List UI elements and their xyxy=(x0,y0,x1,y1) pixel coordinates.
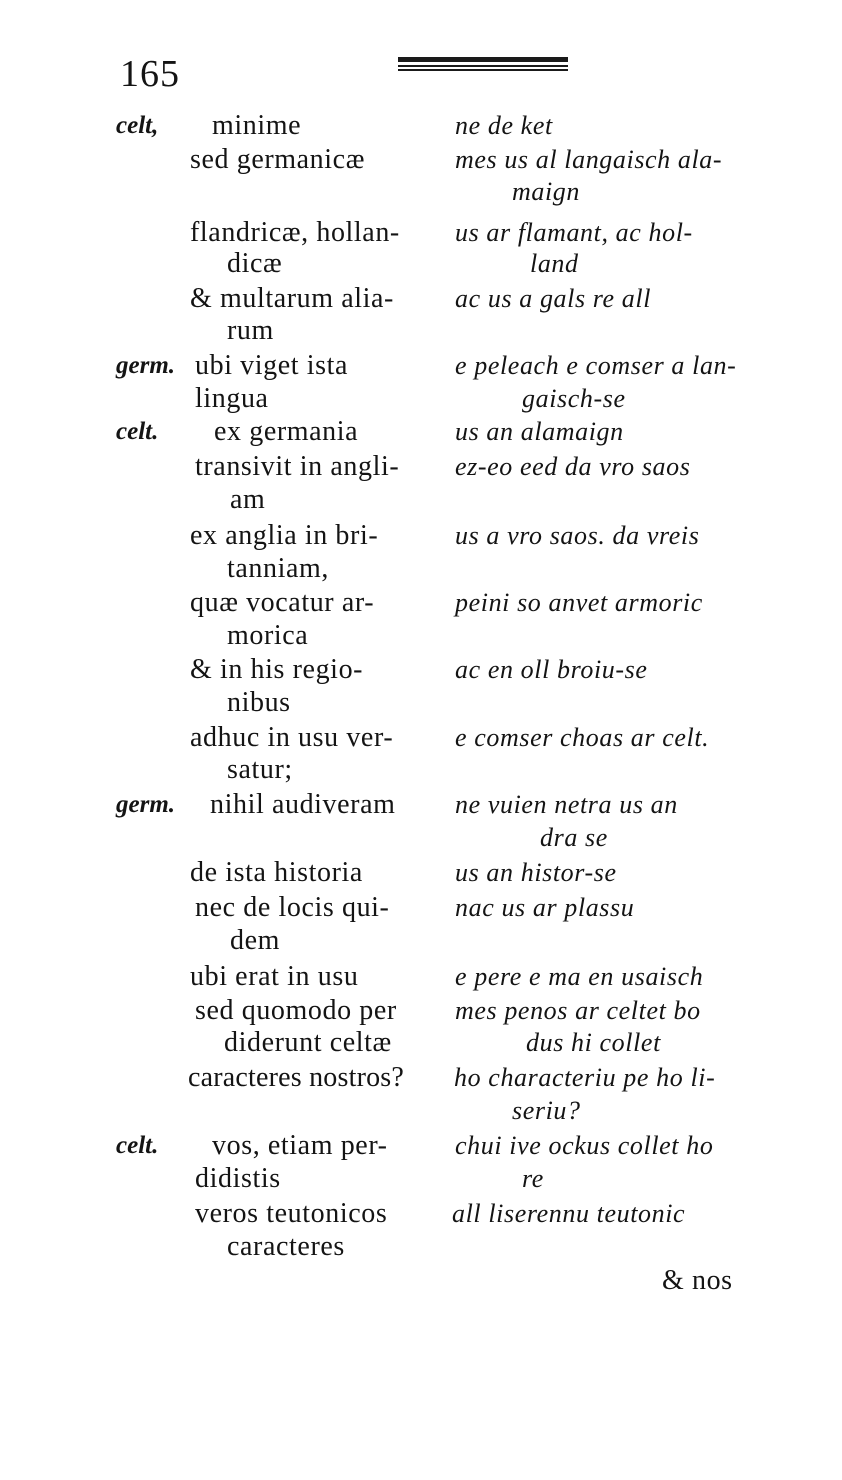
speaker-label: germ. xyxy=(116,352,176,379)
speaker-label: celt. xyxy=(116,1132,159,1159)
breton-text: us ar flamant, ac hol- xyxy=(455,218,693,247)
breton-text: nac us ar plassu xyxy=(455,893,635,922)
latin-text: ex anglia in bri- xyxy=(190,520,379,551)
latin-text: caracteres nostros? xyxy=(188,1062,405,1093)
breton-text: dus hi collet xyxy=(526,1028,661,1057)
latin-text: am xyxy=(230,484,266,515)
header-rule xyxy=(398,65,568,67)
latin-text: dicæ xyxy=(227,248,283,279)
latin-text: minime xyxy=(212,110,302,141)
latin-text: diderunt celtæ xyxy=(224,1027,392,1058)
latin-text: & in his regio- xyxy=(190,654,364,685)
latin-text: didistis xyxy=(195,1163,281,1194)
latin-text: sed germanicæ xyxy=(190,144,365,175)
header-rule xyxy=(398,69,568,71)
breton-text: e pere e ma en usaisch xyxy=(455,962,704,991)
breton-text: re xyxy=(522,1164,544,1193)
breton-text: seriu? xyxy=(512,1096,581,1125)
latin-text: dem xyxy=(230,925,281,956)
header-rule xyxy=(398,57,568,62)
latin-text: veros teutonicos xyxy=(195,1198,388,1229)
latin-text: ubi viget ista xyxy=(195,350,349,381)
latin-text: rum xyxy=(227,315,274,346)
latin-text: sed quomodo per xyxy=(195,995,397,1026)
latin-text: morica xyxy=(227,620,309,651)
breton-text: mes us al langaisch ala- xyxy=(455,145,723,174)
breton-text: gaisch-se xyxy=(522,384,626,413)
breton-text: ho characteriu pe ho li- xyxy=(454,1063,716,1092)
latin-text: ubi erat in usu xyxy=(190,961,359,992)
catchword: & nos xyxy=(662,1265,733,1296)
breton-text: peini so anvet armoric xyxy=(455,588,703,617)
breton-text: ac us a gals re all xyxy=(455,284,652,313)
latin-text: flandricæ, hollan- xyxy=(190,217,400,248)
latin-text: transivit in angli- xyxy=(195,451,400,482)
breton-text: ne vuien netra us an xyxy=(455,790,678,819)
latin-text: tanniam, xyxy=(227,553,329,584)
breton-text: all liserennu teutonic xyxy=(452,1199,686,1228)
latin-text: caracteres xyxy=(227,1231,345,1262)
breton-text: e comser choas ar celt. xyxy=(455,723,710,752)
latin-text: adhuc in usu ver- xyxy=(190,722,394,753)
breton-text: ez-eo eed da vro saos xyxy=(455,452,691,481)
breton-text: land xyxy=(530,249,579,278)
breton-text: dra se xyxy=(540,823,608,852)
speaker-label: celt. xyxy=(116,418,159,445)
latin-text: de ista historia xyxy=(190,857,363,888)
breton-text: ne de ket xyxy=(455,111,553,140)
latin-text: nihil audiveram xyxy=(210,789,396,820)
breton-text: us an alamaign xyxy=(455,417,624,446)
breton-text: us a vro saos. da vreis xyxy=(455,521,700,550)
breton-text: e peleach e comser a lan- xyxy=(455,351,737,380)
latin-text: nec de locis qui- xyxy=(195,892,390,923)
speaker-label: celt, xyxy=(116,112,159,139)
breton-text: maign xyxy=(512,177,580,206)
latin-text: nibus xyxy=(227,687,291,718)
latin-text: & multarum alia- xyxy=(190,283,394,314)
breton-text: us an histor-se xyxy=(455,858,617,887)
latin-text: satur; xyxy=(227,754,293,785)
latin-text: ex germania xyxy=(214,416,359,447)
latin-text: quæ vocatur ar- xyxy=(190,587,375,618)
latin-text: lingua xyxy=(195,383,269,414)
speaker-label: germ. xyxy=(116,791,176,818)
breton-text: ac en oll broiu-se xyxy=(455,655,648,684)
breton-text: mes penos ar celtet bo xyxy=(455,996,701,1025)
breton-text: chui ive ockus collet ho xyxy=(455,1131,714,1160)
latin-text: vos, etiam per- xyxy=(212,1130,388,1161)
page-number: 165 xyxy=(120,53,180,95)
